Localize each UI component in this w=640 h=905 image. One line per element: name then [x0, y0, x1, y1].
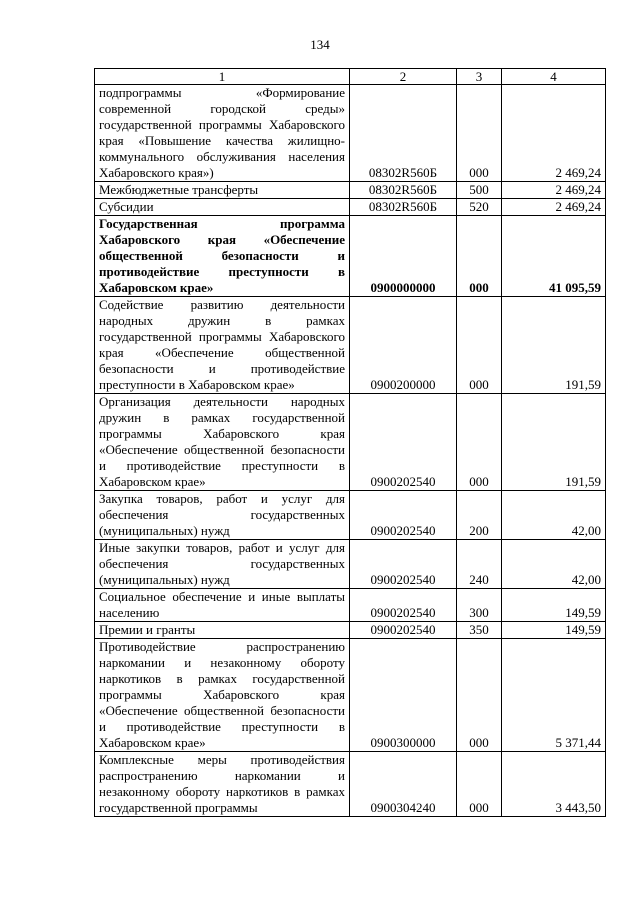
row-expense-type: 000	[457, 85, 502, 182]
budget-table	[94, 68, 606, 817]
row-code: 0900202540	[350, 540, 457, 589]
row-name: Закупка товаров, работ и услуг для обеспечения государственных (муниципальных) нужд	[95, 491, 350, 540]
row-code: 08302R560Б	[350, 85, 457, 182]
row-expense-type: 300	[457, 589, 502, 622]
header-row	[95, 69, 606, 85]
row-amount: 41 095,59	[502, 216, 606, 297]
row-amount: 42,00	[502, 491, 606, 540]
row-expense-type: 000	[457, 752, 502, 817]
row-name: Межбюджетные трансферты	[95, 182, 350, 199]
table-header	[95, 69, 606, 85]
row-name: Противодействие распространению наркомании и незаконному обороту наркотиков в рамках государственной программы Хабаровского края «Обеспечение общественной безопасности и противодействие преступности в Хабаровском крае»	[95, 639, 350, 752]
row-amount: 5 371,44	[502, 639, 606, 752]
table-row	[95, 85, 606, 182]
row-expense-type: 000	[457, 639, 502, 752]
row-expense-type: 240	[457, 540, 502, 589]
row-code: 08302R560Б	[350, 199, 457, 216]
header-col-3: 3	[457, 69, 502, 85]
header-col-2: 2	[350, 69, 457, 85]
row-amount: 149,59	[502, 589, 606, 622]
row-code: 08302R560Б	[350, 182, 457, 199]
row-expense-type: 000	[457, 216, 502, 297]
header-col-1: 1	[95, 69, 350, 85]
row-name: Организация деятельности народных дружин в рамках государственной программы Хабаровского края «Обеспечение общественной безопасности и противодействие преступности в Хабаровском крае»	[95, 394, 350, 491]
row-expense-type: 200	[457, 491, 502, 540]
table-body	[95, 85, 606, 817]
row-amount: 191,59	[502, 394, 606, 491]
row-name: подпрограммы «Формирование современной городской среды» государственной программы Хабаровского края «Повышение качества жилищно-коммунального обслуживания населения Хабаровского края»)	[95, 85, 350, 182]
row-expense-type: 000	[457, 297, 502, 394]
table-row	[95, 589, 606, 622]
row-name: Субсидии	[95, 199, 350, 216]
row-code: 0900000000	[350, 216, 457, 297]
row-name: Содействие развитию деятельности народных дружин в рамках государственной программы Хабаровского края «Обеспечение общественной безопасности и противодействие преступности в Хабаровском крае»	[95, 297, 350, 394]
row-code: 0900202540	[350, 491, 457, 540]
table-row	[95, 491, 606, 540]
row-amount: 2 469,24	[502, 85, 606, 182]
row-name: Иные закупки товаров, работ и услуг для обеспечения государственных (муниципальных) нужд	[95, 540, 350, 589]
table-row	[95, 639, 606, 752]
row-amount: 191,59	[502, 297, 606, 394]
row-name: Социальное обеспечение и иные выплаты населению	[95, 589, 350, 622]
row-name: Комплексные меры противодействия распространению наркомании и незаконному обороту наркотиков в рамках государственной программы	[95, 752, 350, 817]
row-expense-type: 520	[457, 199, 502, 216]
page-number: 134	[310, 37, 330, 52]
row-amount: 149,59	[502, 622, 606, 639]
row-expense-type: 000	[457, 394, 502, 491]
table-row	[95, 622, 606, 639]
table-row	[95, 540, 606, 589]
header-col-4: 4	[502, 69, 606, 85]
table-row	[95, 216, 606, 297]
row-name: Государственная программа Хабаровского края «Обеспечение общественной безопасности и противодействие преступности в Хабаровском крае»	[95, 216, 350, 297]
table-row	[95, 752, 606, 817]
table-row	[95, 297, 606, 394]
row-amount: 42,00	[502, 540, 606, 589]
row-code: 0900202540	[350, 622, 457, 639]
row-code: 0900200000	[350, 297, 457, 394]
row-amount: 2 469,24	[502, 182, 606, 199]
row-amount: 2 469,24	[502, 199, 606, 216]
row-code: 0900202540	[350, 589, 457, 622]
row-expense-type: 350	[457, 622, 502, 639]
table-row	[95, 182, 606, 199]
row-amount: 3 443,50	[502, 752, 606, 817]
row-name: Премии и гранты	[95, 622, 350, 639]
table-row	[95, 394, 606, 491]
row-expense-type: 500	[457, 182, 502, 199]
row-code: 0900304240	[350, 752, 457, 817]
row-code: 0900202540	[350, 394, 457, 491]
row-code: 0900300000	[350, 639, 457, 752]
table-row	[95, 199, 606, 216]
